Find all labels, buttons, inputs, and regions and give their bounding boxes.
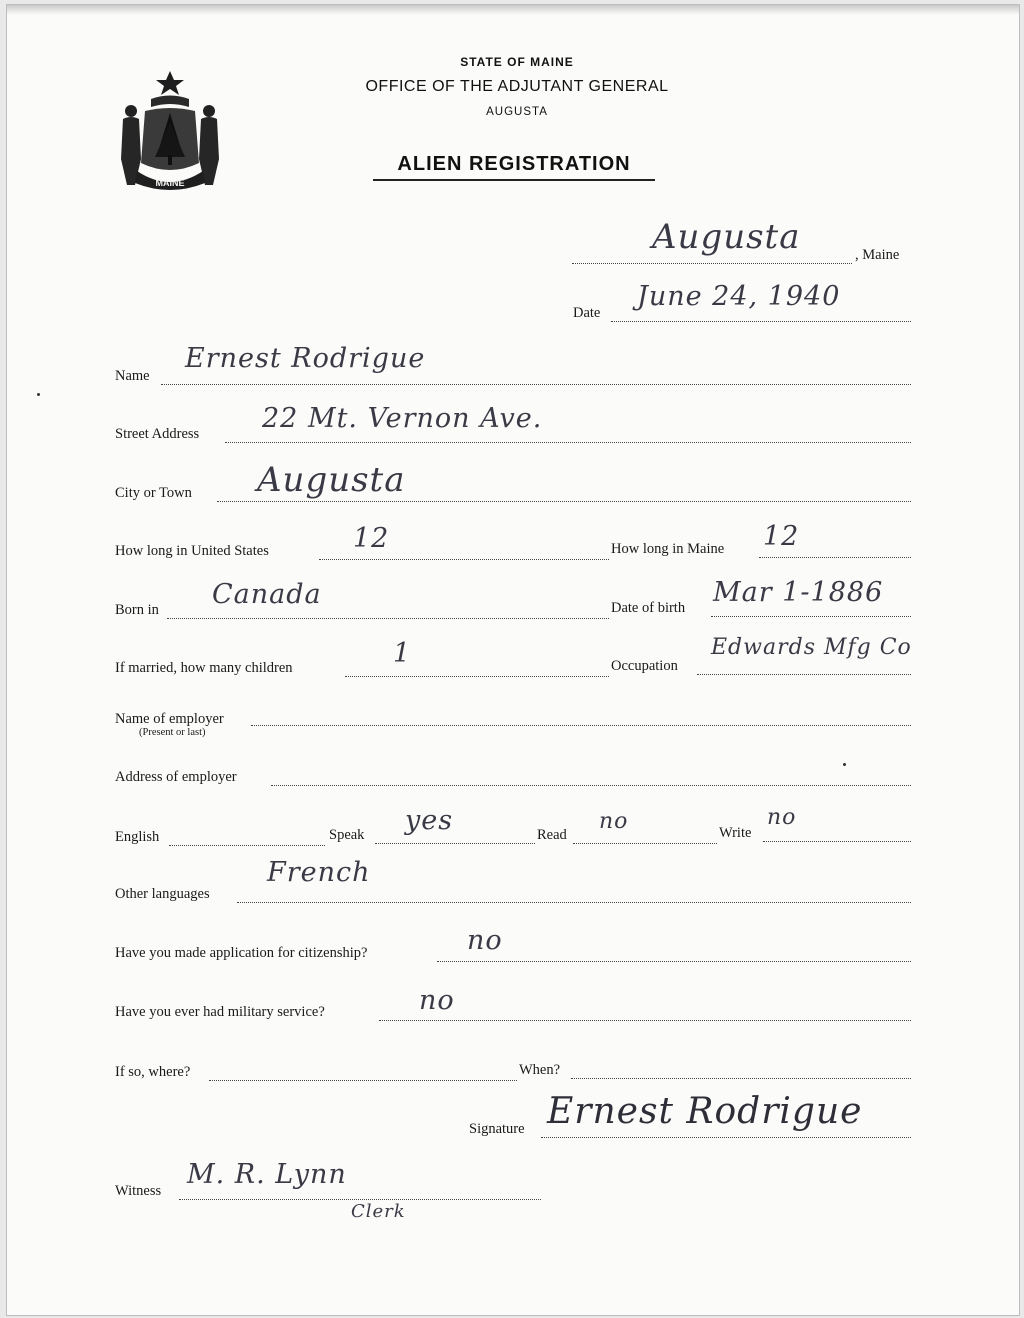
street-line bbox=[225, 442, 911, 443]
write-line bbox=[763, 841, 911, 842]
employer-label: Name of employer bbox=[115, 711, 224, 727]
seal-scroll-text: MAINE bbox=[155, 178, 185, 188]
children-line bbox=[345, 676, 609, 677]
state-heading: STATE OF MAINE bbox=[460, 55, 574, 69]
signature-line bbox=[541, 1137, 911, 1138]
english-label: English bbox=[115, 829, 160, 845]
how-long-maine-value[interactable]: 12 bbox=[763, 521, 800, 552]
speak-label: Speak bbox=[329, 827, 365, 843]
name-line bbox=[161, 384, 911, 385]
dob-label: Date of birth bbox=[611, 600, 686, 616]
witness-title: Clerk bbox=[351, 1201, 406, 1222]
date-line bbox=[611, 321, 911, 322]
military-value[interactable]: no bbox=[419, 985, 455, 1016]
witness-value[interactable]: M. R. Lynn bbox=[187, 1159, 347, 1190]
ink-speck bbox=[37, 393, 40, 396]
registration-form-page bbox=[6, 4, 1020, 1316]
how-long-maine-line bbox=[759, 557, 911, 558]
citizenship-value[interactable]: no bbox=[467, 925, 503, 956]
other-languages-line bbox=[237, 902, 911, 903]
when-line[interactable] bbox=[571, 1078, 911, 1079]
citizenship-line bbox=[437, 961, 911, 962]
city-label: City or Town bbox=[115, 485, 192, 501]
city-heading: AUGUSTA bbox=[486, 106, 548, 118]
citizenship-label: Have you made application for citizenship? bbox=[115, 945, 368, 961]
signature-label: Signature bbox=[469, 1121, 525, 1137]
write-label: Write bbox=[719, 825, 752, 841]
born-in-value[interactable]: Canada bbox=[212, 579, 322, 610]
maine-state-seal-icon bbox=[115, 67, 225, 197]
english-line bbox=[169, 845, 325, 846]
name-value[interactable]: Ernest Rodrigue bbox=[185, 343, 426, 374]
how-long-us-value[interactable]: 12 bbox=[353, 523, 390, 554]
date-value[interactable]: June 24, 1940 bbox=[637, 281, 841, 312]
signature-value[interactable]: Ernest Rodrigue bbox=[547, 1091, 863, 1132]
born-in-label: Born in bbox=[115, 602, 159, 618]
date-label: Date bbox=[573, 305, 601, 321]
employer-sub-label: (Present or last) bbox=[139, 727, 206, 738]
city-value[interactable]: Augusta bbox=[257, 460, 406, 500]
ink-speck bbox=[843, 763, 846, 766]
born-in-line bbox=[167, 618, 609, 619]
how-long-us-line bbox=[319, 559, 609, 560]
witness-label: Witness bbox=[115, 1183, 162, 1199]
children-label: If married, how many children bbox=[115, 660, 293, 676]
occupation-label: Occupation bbox=[611, 658, 678, 674]
children-value[interactable]: 1 bbox=[393, 638, 412, 669]
occupation-line bbox=[697, 674, 911, 675]
where-label: If so, where? bbox=[115, 1064, 191, 1080]
read-value[interactable]: no bbox=[599, 809, 629, 834]
read-line bbox=[573, 843, 717, 844]
occupation-value[interactable]: Edwards Mfg Co bbox=[711, 635, 912, 660]
read-label: Read bbox=[537, 827, 567, 843]
where-line[interactable] bbox=[209, 1080, 517, 1081]
employer-line[interactable] bbox=[251, 725, 911, 726]
military-line bbox=[379, 1020, 911, 1021]
speak-value[interactable]: yes bbox=[405, 805, 454, 836]
dob-line bbox=[711, 616, 911, 617]
place-value[interactable]: Augusta bbox=[652, 217, 801, 257]
street-label: Street Address bbox=[115, 426, 200, 442]
when-label: When? bbox=[519, 1062, 561, 1078]
office-heading: OFFICE OF THE ADJUTANT GENERAL bbox=[365, 78, 669, 95]
how-long-us-label: How long in United States bbox=[115, 543, 269, 559]
other-languages-value[interactable]: French bbox=[267, 857, 371, 888]
speak-line bbox=[375, 843, 535, 844]
military-label: Have you ever had military service? bbox=[115, 1004, 325, 1020]
city-line bbox=[217, 501, 911, 502]
place-suffix-label: , Maine bbox=[855, 247, 900, 263]
dob-value[interactable]: Mar 1-1886 bbox=[713, 577, 884, 608]
employer-address-label: Address of employer bbox=[115, 769, 237, 785]
scan-edge-shadow bbox=[7, 5, 1019, 15]
witness-line bbox=[179, 1199, 541, 1200]
employer-address-line[interactable] bbox=[271, 785, 911, 786]
write-value[interactable]: no bbox=[767, 805, 797, 830]
other-languages-label: Other languages bbox=[115, 886, 210, 902]
how-long-maine-label: How long in Maine bbox=[611, 541, 725, 557]
name-label: Name bbox=[115, 368, 150, 384]
place-line bbox=[572, 263, 852, 264]
form-title: ALIEN REGISTRATION bbox=[373, 153, 655, 181]
street-value[interactable]: 22 Mt. Vernon Ave. bbox=[262, 403, 543, 434]
